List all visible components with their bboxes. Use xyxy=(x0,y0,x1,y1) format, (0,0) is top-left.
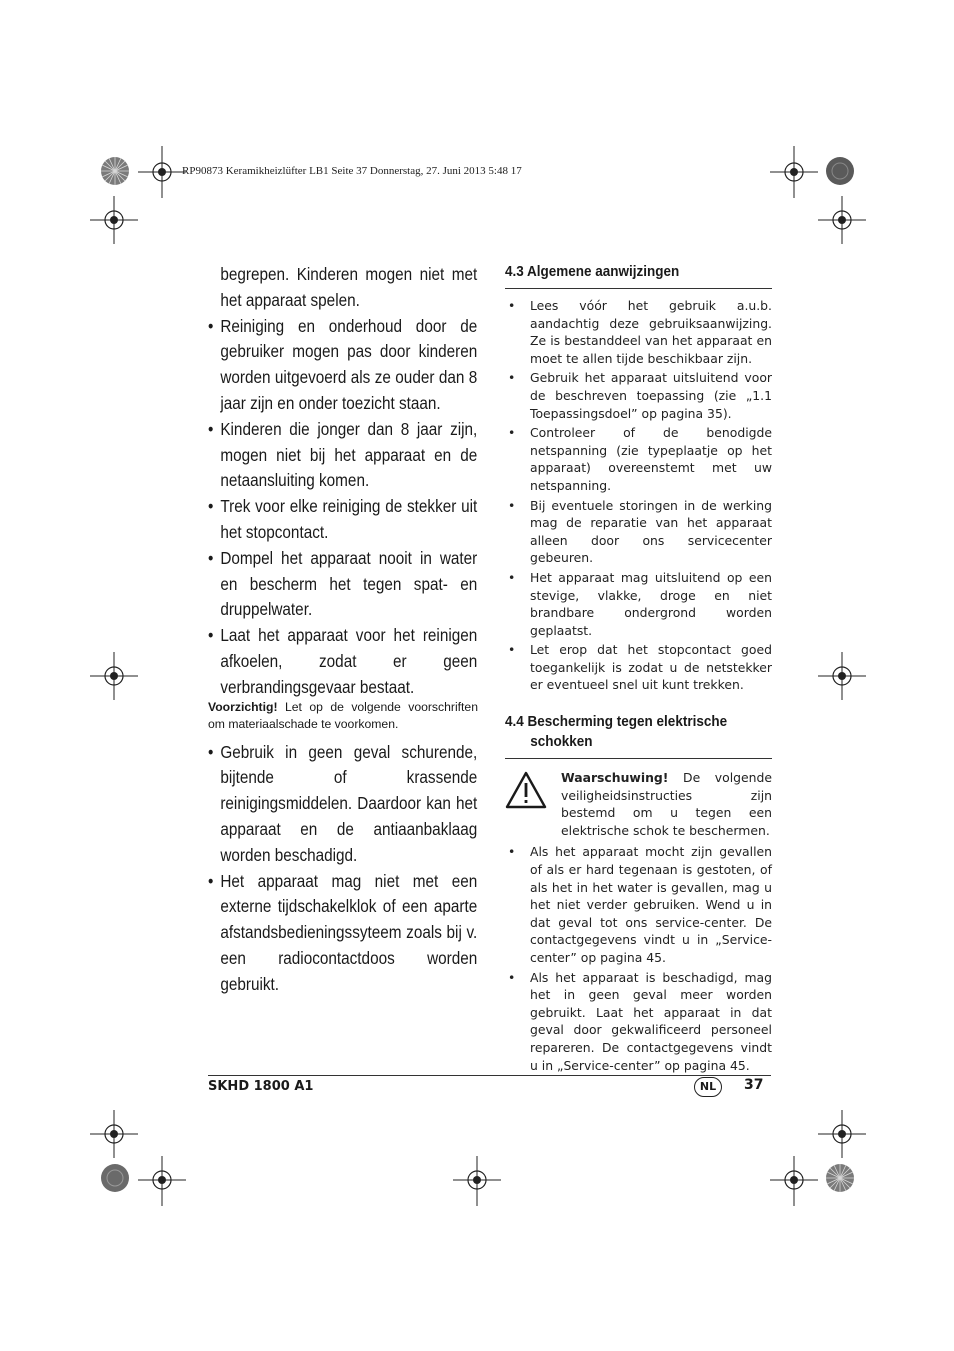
list-item: • Trek voor elke reiniging de stekker uit het stopcontact. xyxy=(208,494,477,546)
registration-mark-icon xyxy=(90,652,138,700)
section-divider xyxy=(505,288,772,289)
bullet-icon: • xyxy=(508,370,516,386)
footer-model: SKHD 1800 A1 xyxy=(208,1079,314,1094)
bullet-icon: • xyxy=(508,642,516,658)
bullet-icon: • xyxy=(508,497,516,513)
list-item: • Als het apparaat is beschadigd, mag het in geen geval meer worden gebruikt. Laat het apparaat in dat geval door gekwalificeerd personeel repareren. De contactgegevens vindt u in „Service-center” op pagina 45. xyxy=(505,969,772,1075)
caution-note xyxy=(208,699,478,734)
list-item xyxy=(208,262,477,314)
print-slug: RP90873 Keramikheizlüfter LB1 Seite 37 Donnerstag, 27. Juni 2013 5:48 17 xyxy=(182,165,522,177)
caution-text: Let op de volgende voorschriften om materiaalschade te voorkomen. xyxy=(208,699,478,732)
list-item: • Controleer of de benodigde netspanning (zie typeplaatje op het apparaat) overeenstemt met uw netspanning. xyxy=(505,424,772,494)
list-item: • Kinderen die jonger dan 8 jaar zijn, mogen niet bij het apparaat en de netaansluiting komen. xyxy=(208,417,477,494)
list-item: • Het apparaat mag niet met een externe tijdschakelklok of een aparte afstandsbedieningssyteem zoals bij v. een radiocontactdoos worden gebruikt. xyxy=(208,869,477,998)
left-large-text-2 xyxy=(208,740,477,998)
bullet-icon: • xyxy=(208,625,214,646)
list-item: • Lees vóór het gebruik a.u.b. aandachtig deze gebruiksaanwijzing. Ze is bestanddeel van het apparaat en moet te allen tijde beschikbaar zijn. xyxy=(505,297,772,367)
list-item: • Laat het apparaat voor het reinigen afkoelen, zodat er geen verbrandingsgevaar bestaat. xyxy=(208,623,477,700)
page-number: 37 xyxy=(744,1077,764,1093)
registration-mark-icon xyxy=(770,1156,818,1206)
bullet-icon: • xyxy=(208,496,214,517)
bullet-icon: • xyxy=(508,298,516,313)
right-column xyxy=(505,262,772,1076)
color-wheel-icon xyxy=(825,156,855,186)
color-wheel-icon xyxy=(825,1163,855,1193)
section-heading-4-4: 4.4 Bescherming tegen elektrische schokken xyxy=(505,713,728,751)
bullet-icon: • xyxy=(508,425,516,441)
list-item: • Reiniging en onderhoud door de gebruiker mogen pas door kinderen worden uitgevoerd als ze ouder dan 8 jaar zijn en onder toezicht staan. xyxy=(208,314,477,417)
section-heading-4-3: 4.3 Algemene aanwijzingen xyxy=(505,263,680,280)
bullet-icon: • xyxy=(208,741,214,762)
bullet-icon: • xyxy=(508,569,516,585)
footer-divider xyxy=(208,1075,771,1076)
bullet-icon: • xyxy=(208,870,214,891)
bullet-icon: • xyxy=(208,547,214,568)
warning-triangle-icon xyxy=(505,769,561,839)
warning-text: Waarschuwing! De volgende veiligheidsinstructies zijn bestemd om u tegen een elektrische schok te beschermen. xyxy=(561,770,772,838)
electric-shock-list xyxy=(505,843,772,1074)
bullet-icon: • xyxy=(508,844,516,860)
list-item: • Het apparaat mag uitsluitend op een stevige, vlakke, droge en niet brandbare ondergrond worden geplaatst. xyxy=(505,569,772,639)
list-item: • Gebruik in geen geval schurende, bijtende of krassende reinigingsmiddelen. Daardoor kan het apparaat en de antiaanbaklaag worden beschadigd. xyxy=(208,740,477,869)
registration-mark-icon xyxy=(818,1110,866,1158)
bullet-icon: • xyxy=(208,315,214,336)
warning-label: Waarschuwing! xyxy=(561,770,669,786)
left-large-text xyxy=(208,262,477,701)
section-divider xyxy=(505,758,772,759)
general-instructions-list xyxy=(505,297,772,694)
intro-text: begrepen. Kinderen mogen niet met het apparaat spelen. xyxy=(220,264,478,310)
color-wheel-icon xyxy=(100,1163,130,1193)
bullet-icon: • xyxy=(508,969,516,985)
registration-mark-icon xyxy=(90,1110,138,1158)
list-item: • Als het apparaat mocht zijn gevallen of als er hard tegenaan is gestoten, of als het in het water is gevallen, mag u het niet verder gebruiken. Wend u in dat geval tot ons service-center. De contactgegevens vindt u in „Service-center” op pagina 45. xyxy=(505,843,772,966)
list-item: • Let erop dat het stopcontact goed toegankelijk is zodat u de netstekker er eventueel snel uit kunt trekken. xyxy=(505,641,772,694)
bullet-icon: • xyxy=(208,418,214,439)
list-item: • Dompel het apparaat nooit in water en bescherm het tegen spat- en druppelwater. xyxy=(208,546,477,623)
registration-mark-icon xyxy=(818,196,866,244)
registration-mark-icon xyxy=(90,196,138,244)
language-badge: NL xyxy=(694,1077,722,1097)
left-column xyxy=(208,262,478,998)
registration-mark-icon xyxy=(138,1156,186,1206)
color-wheel-icon xyxy=(100,156,130,186)
warning-box xyxy=(505,769,772,839)
registration-mark-icon xyxy=(138,146,186,198)
list-item: • Gebruik het apparaat uitsluitend voor de beschreven toepassing (zie „1.1 Toepassingsdoel” op pagina 35). xyxy=(505,369,772,422)
list-item: • Bij eventuele storingen in de werking mag de reparatie van het apparaat alleen door ons servicecenter gebeuren. xyxy=(505,497,772,567)
registration-mark-icon xyxy=(453,1156,501,1206)
caution-label: Voorzichtig! xyxy=(208,699,278,714)
registration-mark-icon xyxy=(818,652,866,700)
registration-mark-icon xyxy=(770,146,818,198)
